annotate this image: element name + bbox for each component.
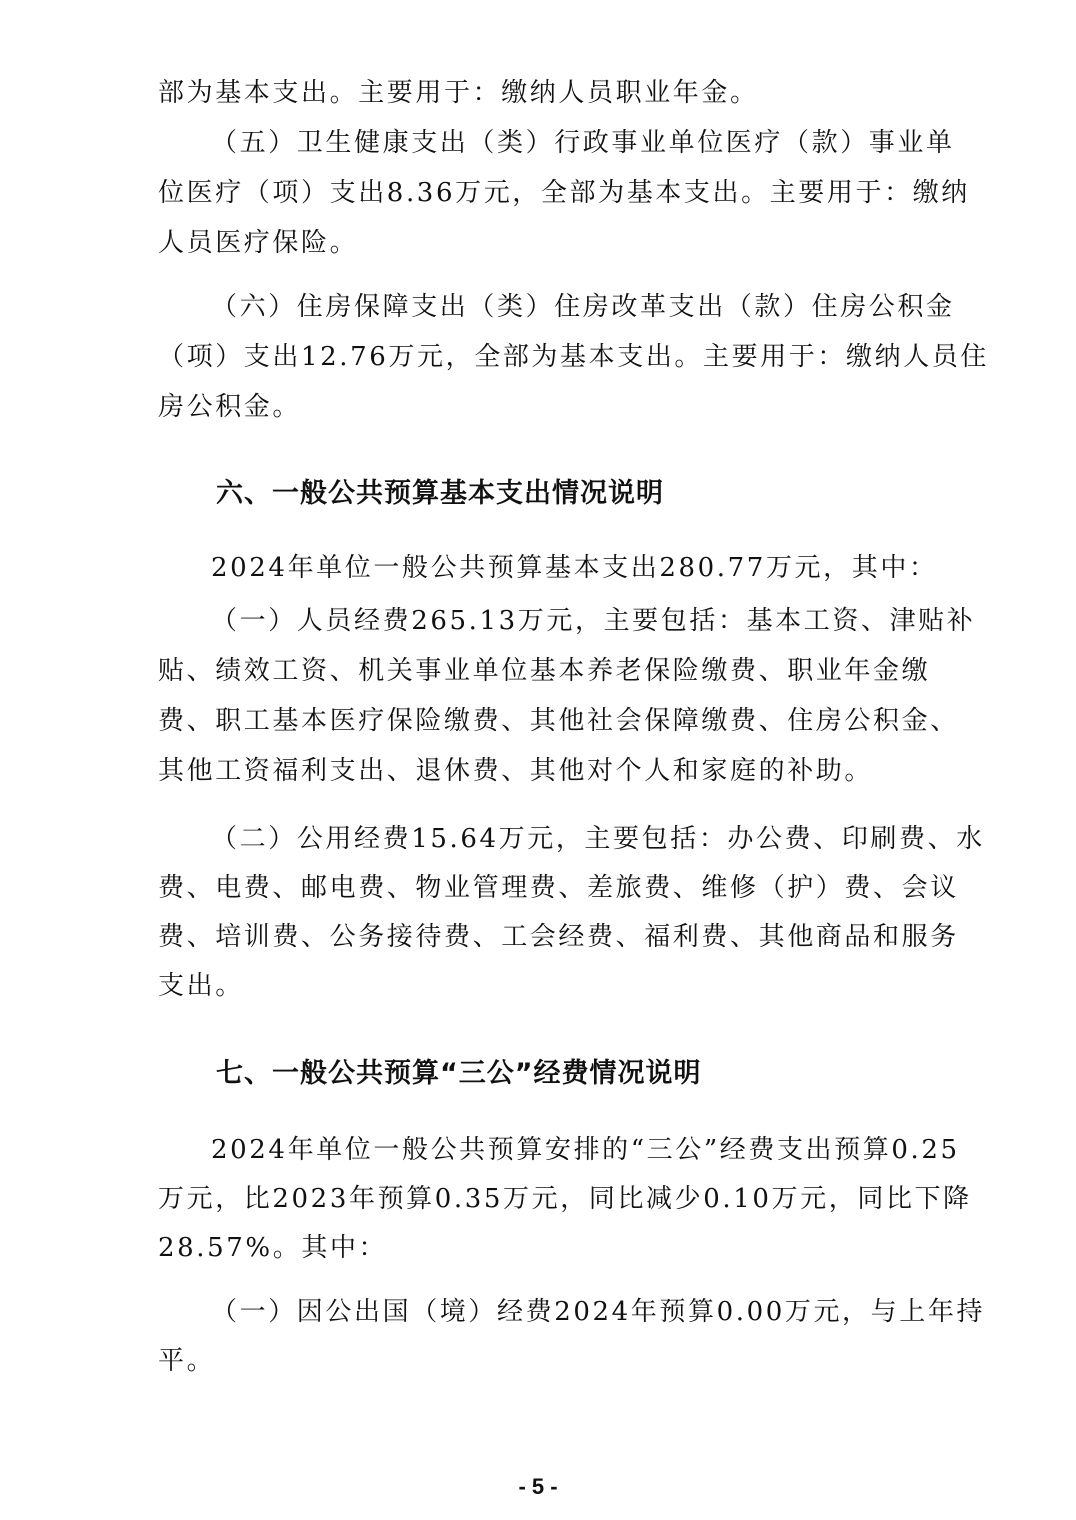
paragraph-line: 位医疗（项）支出8.36万元，全部为基本支出。主要用于：缴纳 xyxy=(158,178,970,208)
paragraph-line: 贴、绩效工资、机关事业单位基本养老保险缴费、职业年金缴 xyxy=(158,656,931,686)
paragraph-line: 28.57%。其中： xyxy=(158,1233,388,1263)
paragraph-line: （项）支出12.76万元，全部为基本支出。主要用于：缴纳人员住 xyxy=(158,342,990,372)
paragraph-line: 部为基本支出。主要用于：缴纳人员职业年金。 xyxy=(158,78,759,108)
paragraph-line: 支出。 xyxy=(158,971,244,1001)
paragraph-line: 2024年单位一般公共预算基本支出280.77万元，其中： xyxy=(211,553,938,583)
section-heading-7: 七、一般公共预算“三公”经费情况说明 xyxy=(216,1058,702,1089)
paragraph-line: （五）卫生健康支出（类）行政事业单位医疗（款）事业单 xyxy=(211,128,955,158)
paragraph-line: 平。 xyxy=(158,1346,216,1376)
paragraph-line: （六）住房保障支出（类）住房改革支出（款）住房公积金 xyxy=(211,292,955,322)
paragraph-line: 其他工资福利支出、退休费、其他对个人和家庭的补助。 xyxy=(158,756,874,786)
section-heading-6: 六、一般公共预算基本支出情况说明 xyxy=(216,478,664,509)
paragraph-line: （一）因公出国（境）经费2024年预算0.00万元，与上年持 xyxy=(211,1297,986,1327)
page-number: - 5 - xyxy=(518,1474,558,1499)
paragraph-line: 费、电费、邮电费、物业管理费、差旅费、维修（护）费、会议 xyxy=(158,873,959,903)
paragraph-line: 费、培训费、公务接待费、工会经费、福利费、其他商品和服务 xyxy=(158,922,959,952)
paragraph-line: 费、职工基本医疗保险缴费、其他社会保障缴费、住房公积金、 xyxy=(158,706,959,736)
paragraph-line: （二）公用经费15.64万元，主要包括：办公费、印刷费、水 xyxy=(211,824,985,854)
paragraph-line: 人员医疗保险。 xyxy=(158,228,359,258)
paragraph-line: 房公积金。 xyxy=(158,392,302,422)
paragraph-line: （一）人员经费265.13万元，主要包括：基本工资、津贴补 xyxy=(211,606,976,636)
paragraph-line: 2024年单位一般公共预算安排的“三公”经费支出预算0.25 xyxy=(211,1135,960,1165)
paragraph-line: 万元，比2023年预算0.35万元，同比减少0.10万元，同比下降 xyxy=(158,1184,972,1214)
